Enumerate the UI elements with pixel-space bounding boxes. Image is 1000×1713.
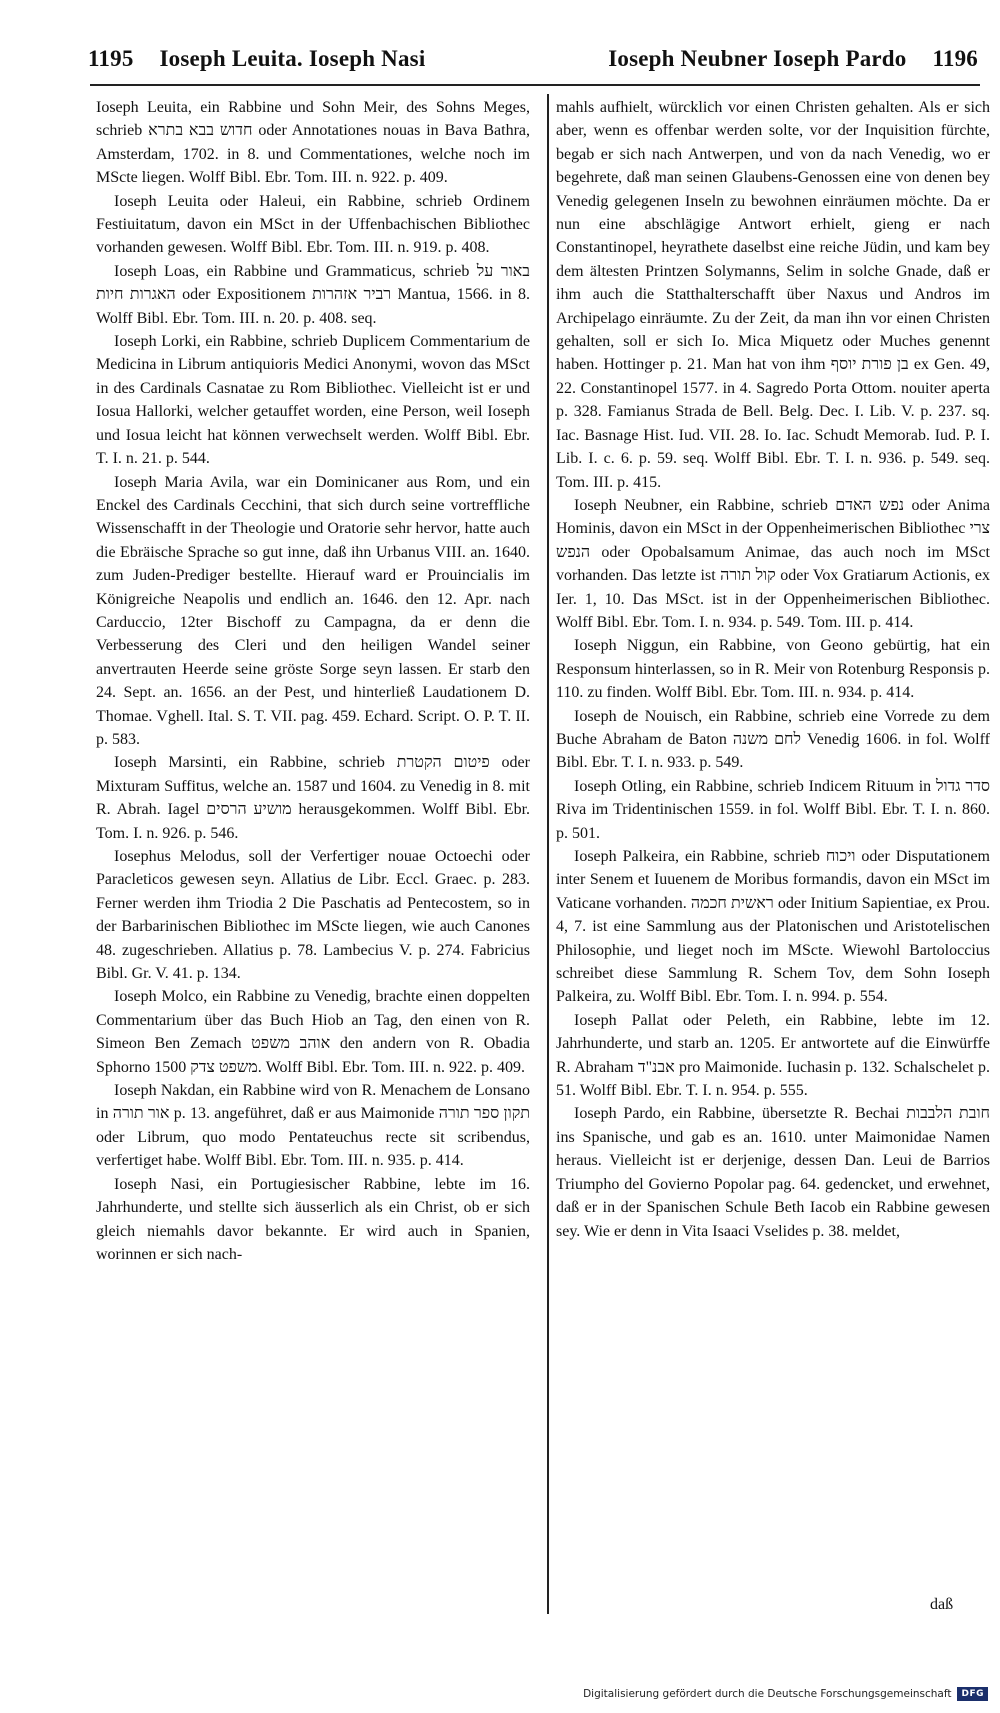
left-running-header [88,46,538,80]
entry: Ioseph Leuita, ein Rabbine und Sohn Meir, des Sohns Meges, schrieb חדוש בבא בתרא oder Annotationes nouas in Bava Bathra, Amsterdam, 1702. in 8. und Commentationes, welche noch im MScte liegen. Wolff Bibl. Ebr. Tom. III. n. 922. p. 409. [96,99,531,187]
right-column [556,96,990,1243]
right-running-header [600,46,978,80]
footer-text: Digitalisierung gefördert durch die Deutsche Forschungsgemeinschaft [583,1688,952,1700]
entry: Ioseph Palkeira, ein Rabbine, schrieb ויכוח oder Disputationem inter Senem et Iuuenem de Moribus formandis, davon ein MSct im Vaticane vorhanden. ראשית חכמה oder Initium Sapientiae, ex Prou. 4, 7. ist eine Sammlung aus der Platonischen und Aristotelischen Philosophie, und lieget noch im MScte. Wiewohl Bartoloccius schreibet diese Sammlung R. Schem Tov, dem Sohn Ioseph Palkeira, zu. Wolff Bibl. Ebr. Tom. I. n. 994. p. 554. [556,848,991,1006]
digitization-footer [583,1687,988,1701]
entry: Ioseph de Nouisch, ein Rabbine, schrieb eine Vorrede zu dem Buche Abraham de Baton לחם משנה Venedig 1606. in fol. Wolff Bibl. Ebr. T. I. n. 933. p. 549. [556,707,990,772]
entry: Ioseph Niggun, ein Rabbine, von Geono gebürtig, hat ein Responsum hinterlassen, so in R. Meir von Rotenburg Responsis p. 110. zu finden. Wolff Bibl. Ebr. Tom. III. n. 934. p. 414. [556,637,990,702]
left-column [96,96,530,1266]
right-heading-2: Ioseph Pardo [773,46,907,71]
left-page-number: 1195 [88,46,134,71]
right-page-number: 1196 [932,46,978,71]
catchword: daß [930,1596,954,1613]
left-heading: Ioseph Leuita. [159,46,303,71]
entry: Ioseph Leuita oder Haleui, ein Rabbine, schrieb Ordinem Festiuitatum, davon ein MSct in der Uffenbachischen Bibliothec vorhanden gewesen. Wolff Bibl. Ebr. Tom. III. n. 919. p. 408. [96,192,530,257]
entry: Ioseph Maria Avila, war ein Dominicaner aus Rom, und ein Enckel des Cardinals Cecchini, that sich durch seine vortreffliche Wissenschafft in der Theologie und Oratorie sehr hervor, hatte auch die Ebräische Sprache so gut inne, daß ihn Urbanus VIII. an. 1640. zum Juden-Prediger bestellte. Hierauf ward er Prouincialis im Königreiche Neapolis und endlich an. 1646. den 12. Apr. nach Carduccio, 12ter Bischoff zu Campagna, da er denn die Verbesserung des Cleri und den heiligen Wandel seiner anvertrauten Heerde seine gröste Sorge seyn lassen. Er starb den 24. Sept. an. 1656. an der Pest, und hinterließ Laudationem D. Thomae. Vghell. Ital. S. T. VII. pag. 459. Echard. Script. O. P. T. II. p. 583. [96,473,530,748]
entry: Iosephus Melodus, soll der Verfertiger nouae Octoechi oder Paracleticos gewesen seyn. Allatius de Libr. Eccl. Graec. p. 283. Ferner werden ihm Triodia 2 Die Paschatis ad Pentecostem, so in der Barbarinischen Bibliothec im MScte liegen, wie auch Canones 48. zugeschrieben. Allatius p. 78. Lambecius V. p. 274. Fabricius Bibl. Gr. V. 41. p. 134. [96,848,530,983]
entry: Ioseph Pardo, ein Rabbine, übersetzte R. Bechai חובת הלבבות ins Spanische, und gab es an. 1610. unter Maimonidae Namen heraus. Vielleicht ist er derjenige, dessen Dan. Leui de Barrios Triumpho del Govierno Popolar pag. 64. gedencket, und erwehnet, daß er in der Spanischen Schule Beth Iacob ein Rabbine gewesen sey. Wie er denn in Vita Isaaci Vselides p. 38. meldet, [556,1105,991,1240]
entry: Ioseph Loas, ein Rabbine und Grammaticus, schrieb באור על האגרות חיות oder Expositionem רביר אזהרות Mantua, 1566. in 8. Wolff Bibl. Ebr. Tom. III. n. 20. p. 408. seq. [96,262,531,327]
entry: Ioseph Pallat oder Peleth, ein Rabbine, lebte im 12. Jahrhunderte, und starb an. 1205. Er antwortete auf die Einwürffe R. Abraham אבנ"ד pro Maimonide. Iuchasin p. 132. Schalschelet p. 51. Wolff Bibl. Ebr. T. I. n. 954. p. 555. [556,1011,991,1100]
entry: Ioseph Otling, ein Rabbine, schrieb Indicem Rituum in סדר גדול Riva im Tridentinischen 1559. in fol. Wolff Bibl. Ebr. T. I. n. 860. p. 501. [556,777,990,842]
entry: Ioseph Marsinti, ein Rabbine, schrieb פיטום הקטרת oder Mixturam Suffitus, welche an. 1587 und 1604. zu Venedig in 8. mit R. Abrah. Iagel מושיע הרסים herausgekommen. Wolff Bibl. Ebr. Tom. I. n. 926. p. 546. [96,754,531,842]
entry: Ioseph Molco, ein Rabbine zu Venedig, brachte einen doppelten Commentarium über das Buch Hiob an Tag, den einen von R. Simeon Ben Zemach אוהב משפט den andern von R. Obadia Sphorno משפט צדק 1500. Wolff Bibl. Ebr. Tom. III. n. 922. p. 409. [96,988,531,1076]
column-divider [547,94,549,1614]
left-heading-2: Ioseph Nasi [308,46,426,71]
header-rule [90,84,980,86]
dfg-logo-icon: DFG [957,1687,988,1701]
entry: Ioseph Lorki, ein Rabbine, schrieb Duplicem Commentarium de Medicina in Librum antiquioris Medici Anonymi, wovon das MSct in des Cardinals Casnatae zu Rom Bibliothec. Vielleicht ist er und Iosua Hallorki, welcher getauffet worden, eine Person, weil Ioseph und Iosua leicht hat können verwechselt werden. Wolff Bibl. Ebr. T. I. n. 21. p. 544. [96,333,530,468]
entry: Ioseph Nasi, ein Portugiesischer Rabbine, lebte im 16. Jahrhunderte, und stellte sich äusserlich als ein Christ, ob er sich gleich niemahls davor bekannte. Er wird auch in Spanien, worinnen er sich nach- [96,1175,530,1263]
right-heading: Ioseph Neubner [608,46,768,71]
entry: mahls aufhielt, würcklich vor einen Christen gehalten. Als er sich aber, wenn es offenbar werden solte, vor der Inquisition fürchte, begab er sich nach Antwerpen, und von da nach Venedig, wo er begehrete, daß man seinen Glaubens-Genossen eine von denen bey Venedig gelegenen Inseln zu bewohnen einräumen möchte. Da er nun eine abschlägige Antwort erhielt, gieng er nach Constantinopel, heyrathete daselbst eine reiche Jüdin, und kam bey dem ältesten Printzen Solymanns, Selim in solche Gnade, daß er ihm auch die Statthalterschafft über Naxus und Andros im Archipelago einräumte. Zu der Zeit, da man ihn vor einen Christen gehalten, soll er sich Io. Mica Miquetz oder Muches genennt haben. Hottinger p. 21. Man hat von ihm בן פורת יוסף ex Gen. 49, 22. Constantinopel 1577. in 4. Sagredo Porta Ottom. nouiter aperta p. 328. Famianus Strada de Bell. Belg. Dec. I. Lib. V. p. 237. sq. Iac. Basnage Hist. Iud. VII. 28. Io. Iac. Schudt Memorab. Iud. P. I. Lib. I. c. 6. p. 59. seq. Wolff Bibl. Ebr. T. I. n. 936. p. 549. seq. Tom. III. p. 415. [556,99,991,491]
entry: Ioseph Nakdan, ein Rabbine wird von R. Menachem de Lonsano in אור תורה p. 13. angeführet, daß er aus Maimonide תקון ספר תורה oder Librum, quo modo Pentateuchus recte sit scribendus, verfertiget habe. Wolff Bibl. Ebr. Tom. III. n. 935. p. 414. [96,1082,531,1170]
entry: Ioseph Neubner, ein Rabbine, schrieb נפש האדם oder Anima Hominis, davon ein MSct in der Oppenheimerischen Bibliothec צרי הנפש oder Opobalsamum Animae, das auch noch im MSct vorhanden. Das letzte ist קול תורה oder Vox Gratiarum Actionis, ex Ier. 1, 10. Das MSct. ist in der Oppenheimerischen Bibliothec. Wolff Bibl. Ebr. Tom. I. n. 934. p. 549. Tom. III. p. 414. [556,496,991,631]
